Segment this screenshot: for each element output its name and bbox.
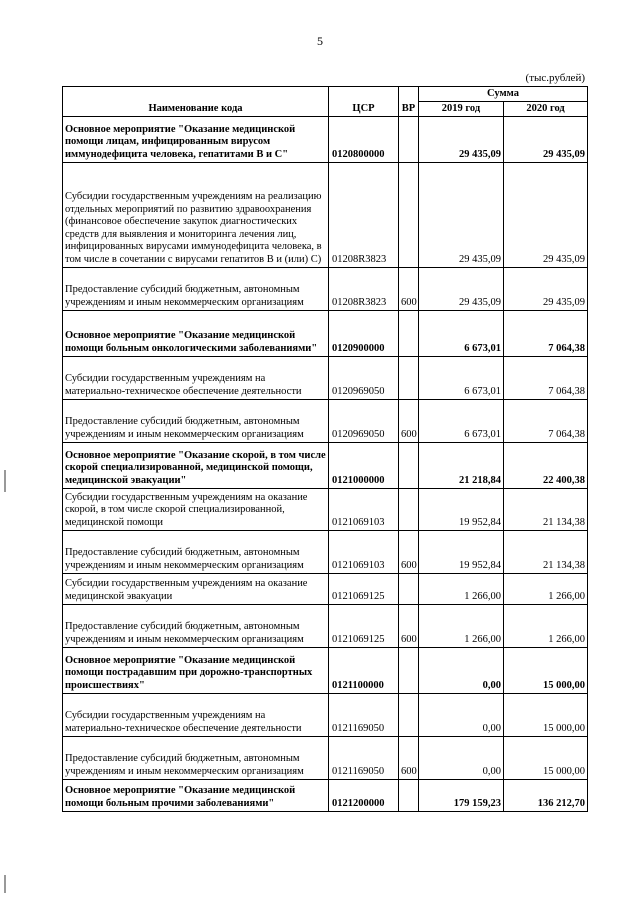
- row-csr: 0120900000: [329, 311, 399, 357]
- row-2019: 0,00: [419, 648, 504, 694]
- row-name: Основное мероприятие "Оказание медицинской помощи больным онкологическими заболеваниями": [63, 311, 329, 357]
- row-2020: 1 266,00: [504, 605, 588, 648]
- row-vr: 600: [399, 400, 419, 443]
- table-row: [63, 780, 588, 812]
- row-name: Субсидии государственным учреждениям на оказание скорой, в том числе скорой специализированной, медицинской помощи: [63, 489, 329, 531]
- row-name: Основное мероприятие "Оказание скорой, в том числе скорой специализированной, медицинской помощи, медицинской эвакуации": [63, 443, 329, 489]
- row-name: Предоставление субсидий бюджетным, автономным учреждениям и иным некоммерческим организациям: [63, 531, 329, 574]
- table-row: [63, 268, 588, 311]
- row-2020: 15 000,00: [504, 737, 588, 780]
- row-2019: 21 218,84: [419, 443, 504, 489]
- row-name: Субсидии государственным учреждениям на реализацию отдельных мероприятий по развитию здравоохранения (финансовое обеспечение закупок диагностических средств для выявления и мониторинга лечения лиц, инфицированных вирусами иммунодефицита человека, в том числе в сочетании с вирусами гепатитов В и (или) С): [63, 163, 329, 268]
- table-row: [63, 489, 588, 531]
- row-2019: 1 266,00: [419, 574, 504, 605]
- row-2019: 19 952,84: [419, 531, 504, 574]
- row-vr: [399, 574, 419, 605]
- row-vr: 600: [399, 605, 419, 648]
- table-row: [63, 163, 588, 268]
- page-number: 5: [317, 34, 323, 48]
- table-row: [63, 737, 588, 780]
- row-name: Предоставление субсидий бюджетным, автономным учреждениям и иным некоммерческим организациям: [63, 605, 329, 648]
- header-2020: 2020 год: [504, 102, 588, 117]
- row-csr: 01208R3823: [329, 268, 399, 311]
- row-2019: 29 435,09: [419, 163, 504, 268]
- row-2020: 136 212,70: [504, 780, 588, 812]
- row-csr: 01208R3823: [329, 163, 399, 268]
- row-name: Предоставление субсидий бюджетным, автономным учреждениям и иным некоммерческим организациям: [63, 268, 329, 311]
- row-csr: 0121169050: [329, 737, 399, 780]
- row-2020: 15 000,00: [504, 648, 588, 694]
- row-name: Субсидии государственным учреждениям на материально-техническое обеспечение деятельности: [63, 357, 329, 400]
- row-vr: [399, 489, 419, 531]
- row-vr: [399, 780, 419, 812]
- row-2019: 6 673,01: [419, 311, 504, 357]
- row-csr: 0120969050: [329, 357, 399, 400]
- row-2020: 21 134,38: [504, 531, 588, 574]
- scan-edge-mark: [4, 470, 6, 492]
- row-vr: [399, 694, 419, 737]
- scan-edge-mark: [4, 875, 6, 893]
- row-csr: 0121069103: [329, 531, 399, 574]
- row-2019: 29 435,09: [419, 268, 504, 311]
- row-csr: 0121069125: [329, 605, 399, 648]
- row-csr: 0121100000: [329, 648, 399, 694]
- row-2019: 0,00: [419, 694, 504, 737]
- row-2020: 29 435,09: [504, 163, 588, 268]
- row-vr: [399, 311, 419, 357]
- header-vr: ВР: [399, 87, 419, 117]
- row-2019: 29 435,09: [419, 117, 504, 163]
- row-2020: 22 400,38: [504, 443, 588, 489]
- header-2019: 2019 год: [419, 102, 504, 117]
- row-2019: 1 266,00: [419, 605, 504, 648]
- row-vr: [399, 163, 419, 268]
- table-row: [63, 443, 588, 489]
- row-vr: [399, 648, 419, 694]
- row-name: Основное мероприятие "Оказание медицинской помощи больным прочими заболеваниями": [63, 780, 329, 812]
- row-csr: 0121169050: [329, 694, 399, 737]
- row-2020: 7 064,38: [504, 400, 588, 443]
- row-csr: 0121200000: [329, 780, 399, 812]
- table-row: [63, 531, 588, 574]
- budget-table: [62, 86, 588, 812]
- row-2019: 19 952,84: [419, 489, 504, 531]
- units-label: (тыс.рублей): [525, 72, 585, 84]
- row-csr: 0121069103: [329, 489, 399, 531]
- row-name: Основное мероприятие "Оказание медицинской помощи лицам, инфицированным вирусом иммунодефицита человека, гепатитами В и С": [63, 117, 329, 163]
- row-2019: 0,00: [419, 737, 504, 780]
- row-csr: 0121000000: [329, 443, 399, 489]
- table-row: [63, 117, 588, 163]
- row-vr: 600: [399, 737, 419, 780]
- row-2020: 7 064,38: [504, 357, 588, 400]
- header-name: Наименование кода: [63, 87, 329, 117]
- row-name: Предоставление субсидий бюджетным, автономным учреждениям и иным некоммерческим организациям: [63, 400, 329, 443]
- row-vr: [399, 443, 419, 489]
- row-vr: [399, 117, 419, 163]
- row-2020: 7 064,38: [504, 311, 588, 357]
- header-csr: ЦСР: [329, 87, 399, 117]
- row-2020: 29 435,09: [504, 117, 588, 163]
- row-2019: 6 673,01: [419, 357, 504, 400]
- row-name: Субсидии государственным учреждениям на оказание медицинской эвакуации: [63, 574, 329, 605]
- row-name: Субсидии государственным учреждениям на материально-техническое обеспечение деятельности: [63, 694, 329, 737]
- row-vr: [399, 357, 419, 400]
- table-row: [63, 357, 588, 400]
- row-name: Предоставление субсидий бюджетным, автономным учреждениям и иным некоммерческим организациям: [63, 737, 329, 780]
- header-sum: Сумма: [419, 87, 588, 102]
- row-csr: 0120969050: [329, 400, 399, 443]
- row-2020: 29 435,09: [504, 268, 588, 311]
- row-2020: 15 000,00: [504, 694, 588, 737]
- row-csr: 0120800000: [329, 117, 399, 163]
- row-vr: 600: [399, 268, 419, 311]
- row-2019: 179 159,23: [419, 780, 504, 812]
- row-name: Основное мероприятие "Оказание медицинской помощи пострадавшим при дорожно-транспортных происшествиях": [63, 648, 329, 694]
- table-row: [63, 648, 588, 694]
- table-row: [63, 400, 588, 443]
- row-2019: 6 673,01: [419, 400, 504, 443]
- row-csr: 0121069125: [329, 574, 399, 605]
- row-vr: 600: [399, 531, 419, 574]
- table-row: [63, 605, 588, 648]
- table-row: [63, 574, 588, 605]
- row-2020: 21 134,38: [504, 489, 588, 531]
- table-row: [63, 694, 588, 737]
- table-row: [63, 311, 588, 357]
- row-2020: 1 266,00: [504, 574, 588, 605]
